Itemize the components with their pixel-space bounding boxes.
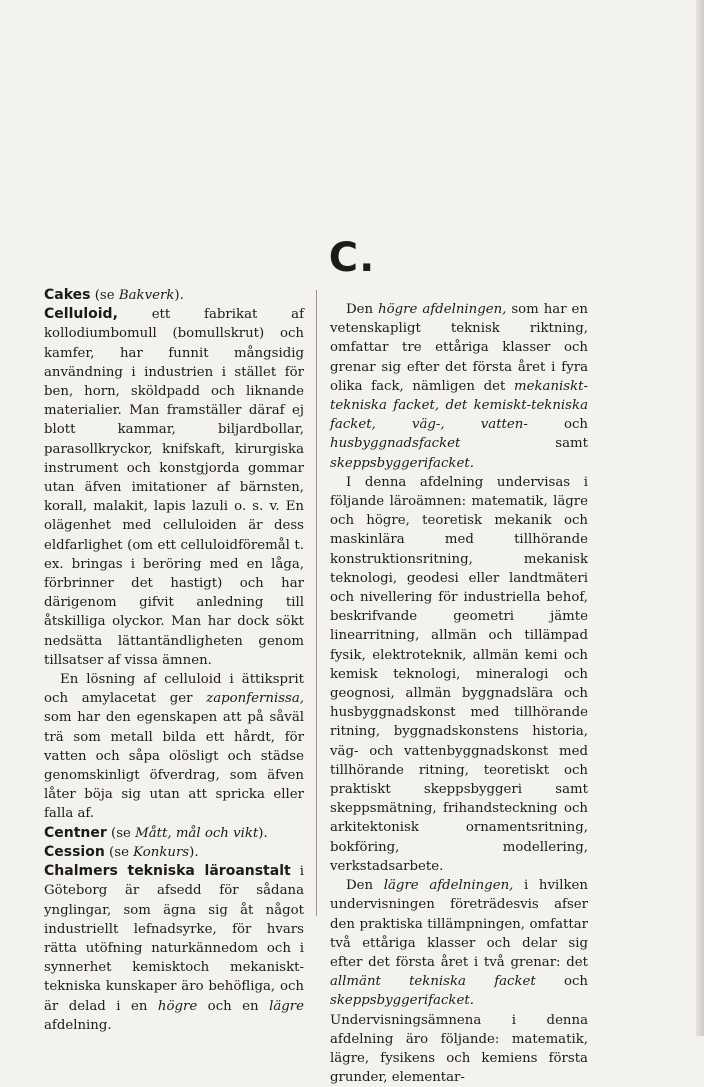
page-edge <box>696 0 704 1036</box>
entry-centner: Centner (se Mått, mål och vikt). <box>44 824 268 841</box>
paragraph-subjects: I denna afdelning undervisas i följande läroämnen: matematik, lägre och högre, teoretisk mekanik och maskinlära med tillhörande konstruktionsritning, mekanisk teknologi, geodesi eller landtmäteri och nivellering för industriella behof, beskrifvande geometri jämte linearritning, allmän och tillämpad fysik, elektroteknik, allmän kemi och kemisk teknologi, mineralogi och geognosi, allmän byggnadslära och husbyggnadskonst med tillhörande ritning, byggnadskonstens historia, väg- och vattenbyggnadskonst med tillhörande ritning, teoretiskt och praktiskt skeppsbyggeri samt skeppsmätning, frihandsteckning och arkitektonisk ornamentsritning, bokföring, modellering, verkstadsarbete. <box>330 474 588 874</box>
entry-celluloid <box>44 305 304 670</box>
right-column <box>330 300 588 1087</box>
cross-reference: Mått, mål och vikt <box>135 825 259 841</box>
paragraph-higher-division: Den högre afdelningen, som har en vetenskapligt teknisk riktning, omfattar tre ettåriga klasser och grenar sig efter det första året i fyra olika fack, nämligen det mekaniskt-tekniska facket, det kemiskt-tekniska facket, väg-, vatten- och husbyggnadsfacket samt skeppsbyggerifacket. <box>330 302 588 471</box>
entry-term: Chalmers tekniska läroanstalt <box>44 863 291 880</box>
entry-term: Cession <box>44 843 105 860</box>
column-divider <box>316 290 317 916</box>
entry-text: ett fabrikat af kollodiumbomull (bomullskrut) och kamfer, har funnit mångsidig användning i industrien i stället för ben, horn, sköldpadd och liknande materialier. Man framställer däraf ej blott kammar, biljardbollar, parasollkryckor, knifskaft, kirurgiska instrument och konstgjorda gommar utan äfven imitationer af bärnsten, korall, malakit, lapis lazuli o. s. v. En olägenhet med celluloiden är dess eldfarlighet (om ett celluloidföremål t. ex. bringas i beröring med en låga, förbrinner det hastigt) och har därigenom gifvit anledning till åtskilliga olyckor. Man har dock sökt nedsätta lättantändligheten genom tillsatser af vissa ämnen. <box>44 307 304 668</box>
paragraph-lower-division: Den lägre afdelningen, i hvilken undervisningen företrädesvis afser den praktiska tillämpningen, omfattar två ettåriga klasser och delar sig efter det första året i två grenar: det allmänt tekniska facket och skeppsbyggerifacket. Undervisningsämnena i denna afdelning äro följande: matematik, lägre, fysikens och kemiens första grunder, elementar- <box>330 878 588 1086</box>
entry-term: Centner <box>44 824 107 841</box>
cross-reference: Bakverk <box>118 288 175 303</box>
left-column <box>44 286 304 1035</box>
entry-chalmers: Chalmers tekniska läroanstalt i Göteborg är afsedd för sådana ynglingar, som ägna sig åt något industriellt lefnadsyrke, för hvars rätta utöfning naturkännedom och i synnerhet kemisktoch mekaniskt-tekniska kunskaper äro behöfliga, och är delad i en högre och en lägre afdelning. <box>44 863 305 1033</box>
celluloid-paragraph-2: En lösning af celluloid i ättiksprit och amylacetat ger zaponfernissa, som har den egenskapen att på såväl trä som metall bilda ett hårdt, för vatten och såpa olösligt och städse genomskinligt öfverdrag, som äfven låter böja sig utan att spricka eller falla af. <box>44 672 304 822</box>
entry-term: Celluloid, <box>44 306 118 323</box>
entry-cession: Cession (se Konkurs). <box>44 843 199 860</box>
entry-term: Cakes <box>44 287 91 303</box>
section-letter: C. <box>328 235 376 281</box>
cross-reference: Konkurs <box>133 844 190 860</box>
entry-cakes: Cakes (se Bakverk). <box>44 287 184 303</box>
